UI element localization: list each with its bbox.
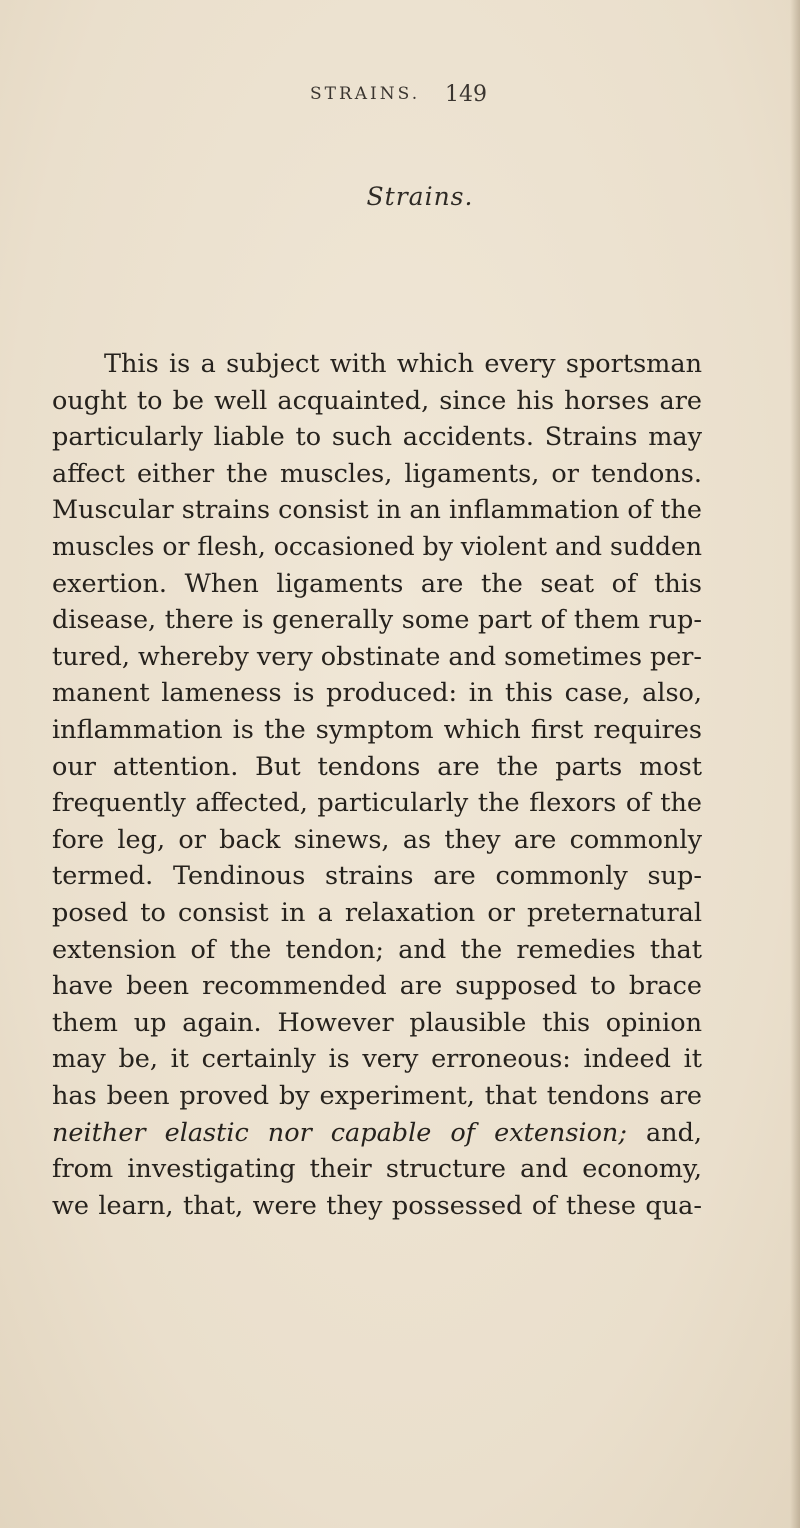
text-run: exertion. When ligaments are the seat of this (52, 568, 702, 599)
text-run: frequently affected, particularly the flexors of the (52, 788, 702, 819)
text-run: have been recommended are supposed to brace (52, 971, 702, 1002)
italic-text: neither elastic nor capable of extension; (52, 1117, 627, 1148)
text-line (52, 456, 702, 493)
text-run: we learn, that, were they possessed of these qua- (52, 1190, 702, 1221)
text-line (52, 785, 702, 822)
text-line (52, 1078, 702, 1115)
text-line (52, 858, 702, 895)
text-line (52, 602, 702, 639)
text-run: may be, it certainly is very erroneous: indeed it (52, 1044, 702, 1075)
text-line (52, 1041, 702, 1078)
text-run: from investigating their structure and economy, (52, 1154, 702, 1185)
text-run: and, (626, 1117, 702, 1148)
text-line (52, 1005, 702, 1042)
text-run: tured, whereby very obstinate and sometimes per- (52, 641, 702, 672)
running-head (0, 84, 800, 114)
text-run: has been proved by experiment, that tendons are (52, 1081, 702, 1111)
text-run: muscles or flesh, occasioned by violent and sudden (52, 532, 702, 562)
text-line (52, 712, 702, 749)
section-title: Strains. (366, 182, 474, 211)
text-line (52, 749, 702, 786)
text-line (52, 419, 702, 456)
text-line (52, 1151, 702, 1188)
text-line (52, 566, 702, 603)
text-line (52, 895, 702, 932)
text-run: fore leg, or back sinews, as they are commonly (52, 824, 702, 855)
text-run: Muscular strains consist in an inflammation of the (52, 495, 702, 526)
running-head-title: STRAINS. (310, 84, 421, 104)
text-line (52, 639, 702, 676)
text-line (104, 346, 702, 383)
text-run: This is a subject with which every sportsman (104, 349, 702, 379)
text-line (52, 1115, 702, 1152)
text-run: ought to be well acquainted, since his horses are (52, 385, 702, 416)
text-run: inflammation is the symptom which first requires (52, 715, 702, 745)
text-run: posed to consist in a relaxation or preternatural (52, 898, 702, 928)
text-line (52, 932, 702, 969)
page-edge-shadow (790, 0, 800, 1528)
text-line (52, 383, 702, 420)
text-run: extension of the tendon; and the remedies that (52, 934, 702, 965)
text-run: them up again. However plausible this opinion (52, 1007, 702, 1038)
text-run: disease, there is generally some part of them rup- (52, 605, 702, 636)
text-run: termed. Tendinous strains are commonly sup- (52, 861, 702, 892)
text-line (52, 529, 702, 566)
text-line (52, 675, 702, 712)
text-run: manent lameness is produced: in this case, also, (52, 678, 702, 709)
text-line (52, 492, 702, 529)
text-line (52, 968, 702, 1005)
page-number: 149 (445, 82, 487, 107)
text-run: particularly liable to such accidents. Strains may (52, 422, 702, 453)
text-line (52, 1188, 702, 1225)
text-run: affect either the muscles, ligaments, or tendons. (52, 458, 702, 489)
text-run: our attention. But tendons are the parts most (52, 751, 702, 782)
text-line (52, 822, 702, 859)
